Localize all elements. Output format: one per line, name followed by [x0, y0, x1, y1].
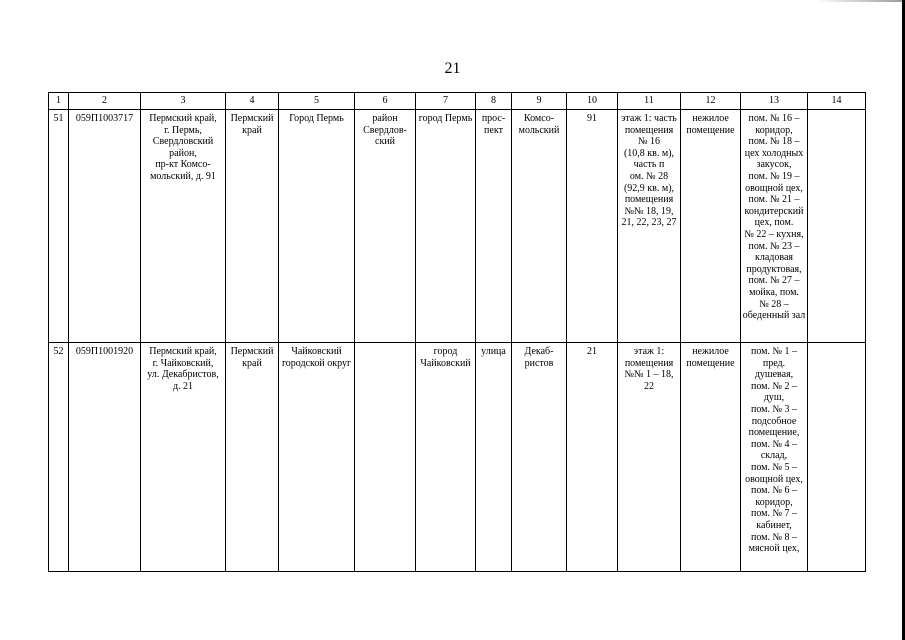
district-cell [355, 343, 416, 572]
column-header: 14 [808, 93, 866, 110]
column-header: 7 [416, 93, 476, 110]
object-type-cell: нежилое помещение [681, 343, 741, 572]
row-number-cell: 52 [49, 343, 69, 572]
scan-edge-top [0, 0, 905, 2]
street-type-cell: улица [476, 343, 512, 572]
column-header: 9 [512, 93, 567, 110]
municipality-cell: Чайковский городской округ [279, 343, 355, 572]
object-type-cell: нежилое помещение [681, 110, 741, 343]
table-row [49, 343, 866, 572]
registry-id-cell: 059П1001920 [69, 343, 141, 572]
premises-description-cell: пом. № 16 – коридор, пом. № 18 – цех холодных закусок, пом. № 19 – овощной цех, пом. № 21 – кондитерский цех, пом. № 22 – кухня, пом. № 23 – кладовая продуктовая, пом. № 27 – мойка, пом. № 28 – обеденный зал [741, 110, 808, 343]
table-row [49, 110, 866, 343]
street-name-cell: Декаб- ристов [512, 343, 567, 572]
full-address-cell: Пермский край, г. Пермь, Свердловский район, пр-кт Комсо- мольский, д. 91 [141, 110, 226, 343]
column-header: 11 [618, 93, 681, 110]
municipality-cell: Город Пермь [279, 110, 355, 343]
street-type-cell: прос- пект [476, 110, 512, 343]
street-name-cell: Комсо- мольский [512, 110, 567, 343]
settlement-cell: город Чайковский [416, 343, 476, 572]
premises-location-cell: этаж 1: часть помещения № 16 (10,8 кв. м), часть п ом. № 28 (92,9 кв. м), помещения №№ 18, 19, 21, 22, 23, 27 [618, 110, 681, 343]
column-header: 4 [226, 93, 279, 110]
column-header: 8 [476, 93, 512, 110]
page-number: 21 [444, 60, 461, 77]
premises-description-cell: пом. № 1 – пред. душевая, пом. № 2 – душ, пом. № 3 – подсобное помещение, пом. № 4 – склад, пом. № 5 – овощной цех, пом. № 6 – коридор, пом. № 7 – кабинет, пом. № 8 – мясной цех, [741, 343, 808, 572]
premises-location-cell: этаж 1: помещения №№ 1 – 18, 22 [618, 343, 681, 572]
registry-id-cell: 059П1003717 [69, 110, 141, 343]
extra-cell [808, 343, 866, 572]
column-header: 13 [741, 93, 808, 110]
settlement-cell: город Пермь [416, 110, 476, 343]
column-header: 10 [567, 93, 618, 110]
column-header: 12 [681, 93, 741, 110]
region-cell: Пермский край [226, 110, 279, 343]
row-number-cell: 51 [49, 110, 69, 343]
column-header: 1 [49, 93, 69, 110]
column-header: 3 [141, 93, 226, 110]
extra-cell [808, 110, 866, 343]
column-number-row [49, 93, 866, 110]
region-cell: Пермский край [226, 343, 279, 572]
register-table [48, 92, 866, 572]
column-header: 5 [279, 93, 355, 110]
full-address-cell: Пермский край, г. Чайковский, ул. Декабристов, д. 21 [141, 343, 226, 572]
column-header: 2 [69, 93, 141, 110]
house-number-cell: 91 [567, 110, 618, 343]
column-header: 6 [355, 93, 416, 110]
house-number-cell: 21 [567, 343, 618, 572]
district-cell: район Свердлов- ский [355, 110, 416, 343]
